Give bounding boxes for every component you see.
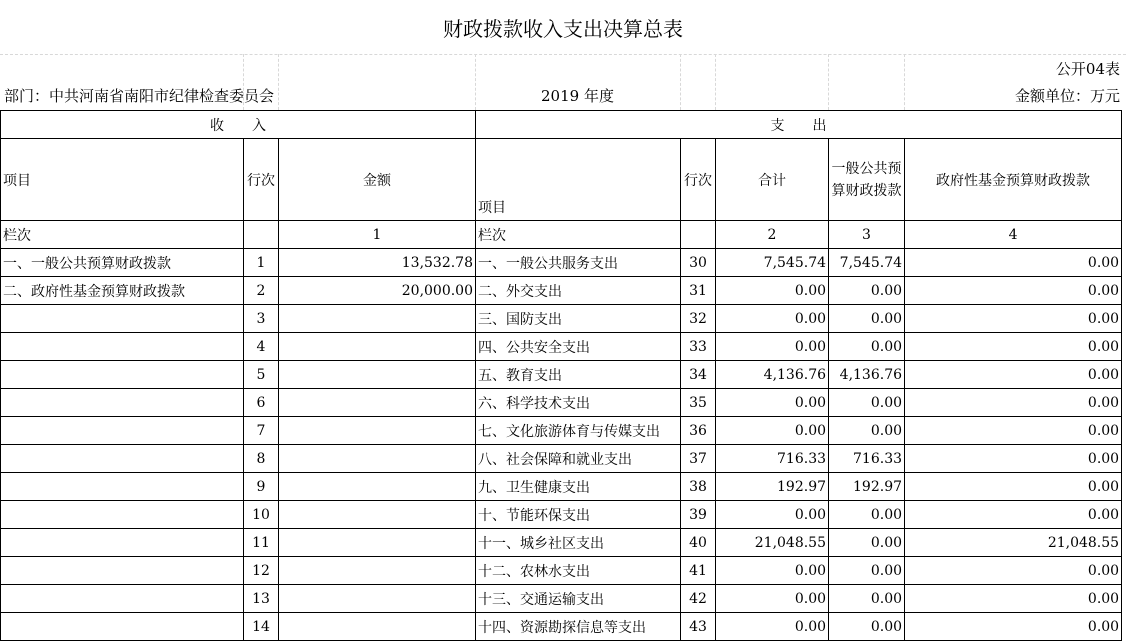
income-amount-cell[interactable] <box>279 557 476 585</box>
general-budget-cell[interactable]: 0.00 <box>829 613 905 641</box>
income-item-cell[interactable] <box>1 473 244 501</box>
expense-item-cell[interactable]: 六、科学技术支出 <box>476 389 681 417</box>
income-header[interactable]: 收 入 <box>1 111 476 139</box>
col-income-item[interactable]: 项目 <box>1 139 244 221</box>
general-budget-cell[interactable]: 0.00 <box>829 557 905 585</box>
gridline <box>904 54 905 110</box>
expense-item-cell[interactable]: 十三、交通运输支出 <box>476 585 681 613</box>
income-item-cell[interactable] <box>1 613 244 641</box>
general-budget-cell[interactable]: 192.97 <box>829 473 905 501</box>
table-row <box>1 501 1122 529</box>
general-budget-cell[interactable]: 4,136.76 <box>829 361 905 389</box>
general-budget-cell[interactable]: 0.00 <box>829 501 905 529</box>
expense-item-cell[interactable]: 十二、农林水支出 <box>476 557 681 585</box>
lanci-c2[interactable]: 2 <box>716 221 829 249</box>
income-amount-cell[interactable] <box>279 333 476 361</box>
lanci-label-2[interactable]: 栏次 <box>476 221 681 249</box>
total-cell[interactable]: 0.00 <box>716 389 829 417</box>
income-item-cell[interactable] <box>1 361 244 389</box>
total-cell[interactable]: 0.00 <box>716 277 829 305</box>
total-cell[interactable]: 21,048.55 <box>716 529 829 557</box>
fund-budget-cell[interactable]: 0.00 <box>905 585 1122 613</box>
table-row <box>1 361 1122 389</box>
total-cell[interactable]: 0.00 <box>716 501 829 529</box>
table-row <box>1 529 1122 557</box>
general-budget-cell[interactable]: 0.00 <box>829 333 905 361</box>
column-header-row <box>1 139 1122 221</box>
expense-line-cell[interactable]: 30 <box>681 249 716 277</box>
income-line-cell[interactable]: 10 <box>244 501 279 529</box>
total-cell[interactable]: 0.00 <box>716 585 829 613</box>
table-row <box>1 585 1122 613</box>
income-amount-cell[interactable] <box>279 389 476 417</box>
fund-budget-cell[interactable]: 0.00 <box>905 445 1122 473</box>
general-budget-cell[interactable]: 0.00 <box>829 305 905 333</box>
table-row <box>1 249 1122 277</box>
expense-line-cell[interactable]: 32 <box>681 305 716 333</box>
expense-line-cell[interactable]: 38 <box>681 473 716 501</box>
lanci-c4[interactable]: 4 <box>905 221 1122 249</box>
col-expense-line[interactable]: 行次 <box>681 139 716 221</box>
col-income-amount[interactable]: 金额 <box>279 139 476 221</box>
expense-item-cell[interactable]: 八、社会保障和就业支出 <box>476 445 681 473</box>
total-cell[interactable]: 192.97 <box>716 473 829 501</box>
income-item-cell[interactable] <box>1 557 244 585</box>
income-amount-cell[interactable] <box>279 585 476 613</box>
total-cell[interactable]: 7,545.74 <box>716 249 829 277</box>
income-line-cell[interactable]: 4 <box>244 333 279 361</box>
gridline <box>828 54 829 110</box>
cell[interactable] <box>244 221 279 249</box>
general-budget-cell[interactable]: 0.00 <box>829 389 905 417</box>
expense-line-cell[interactable]: 37 <box>681 445 716 473</box>
section-header-row <box>1 111 1122 139</box>
income-item-cell[interactable] <box>1 305 244 333</box>
income-line-cell[interactable]: 6 <box>244 389 279 417</box>
department-label: 部门：中共河南省南阳市纪律检查委员会 <box>4 87 275 105</box>
income-line-cell[interactable]: 14 <box>244 613 279 641</box>
general-budget-cell[interactable]: 0.00 <box>829 529 905 557</box>
expense-item-cell[interactable]: 一、一般公共服务支出 <box>476 249 681 277</box>
fiscal-year: 2019 年度 <box>541 87 614 105</box>
cell[interactable] <box>681 221 716 249</box>
income-amount-cell[interactable] <box>279 361 476 389</box>
fund-budget-cell[interactable]: 0.00 <box>905 389 1122 417</box>
income-item-cell[interactable] <box>1 585 244 613</box>
expense-header[interactable]: 支 出 <box>476 111 1122 139</box>
income-line-cell[interactable]: 12 <box>244 557 279 585</box>
total-cell[interactable]: 4,136.76 <box>716 361 829 389</box>
budget-table <box>0 110 1122 641</box>
income-line-cell[interactable]: 13 <box>244 585 279 613</box>
general-budget-cell[interactable]: 0.00 <box>829 417 905 445</box>
amount-unit: 金额单位：万元 <box>1014 87 1120 105</box>
income-amount-cell[interactable] <box>279 417 476 445</box>
income-line-cell[interactable]: 7 <box>244 417 279 445</box>
gridline <box>0 54 1126 83</box>
general-budget-cell[interactable]: 0.00 <box>829 585 905 613</box>
gridline <box>278 54 279 110</box>
table-row <box>1 613 1122 641</box>
gridline <box>715 54 716 110</box>
expense-item-cell[interactable]: 七、文化旅游体育与传媒支出 <box>476 417 681 445</box>
lanci-c3[interactable]: 3 <box>829 221 905 249</box>
table-row <box>1 389 1122 417</box>
income-amount-cell[interactable] <box>279 529 476 557</box>
income-amount-cell[interactable] <box>279 501 476 529</box>
table-row <box>1 333 1122 361</box>
income-item-cell[interactable] <box>1 389 244 417</box>
income-amount-cell[interactable] <box>279 613 476 641</box>
fund-budget-cell[interactable]: 0.00 <box>905 277 1122 305</box>
expense-item-cell[interactable]: 二、外交支出 <box>476 277 681 305</box>
income-line-cell[interactable]: 11 <box>244 529 279 557</box>
total-cell[interactable]: 0.00 <box>716 417 829 445</box>
col-fund-budget[interactable]: 政府性基金预算财政拨款 <box>905 139 1122 221</box>
col-general-budget[interactable]: 一般公共预算财政拨款 <box>829 139 905 221</box>
col-income-line[interactable]: 行次 <box>244 139 279 221</box>
table-row <box>1 445 1122 473</box>
expense-line-cell[interactable]: 39 <box>681 501 716 529</box>
income-amount-cell[interactable] <box>279 445 476 473</box>
table-row <box>1 473 1122 501</box>
total-cell[interactable]: 0.00 <box>716 613 829 641</box>
col-expense-item[interactable]: 项目 <box>476 139 681 221</box>
expense-line-cell[interactable]: 42 <box>681 585 716 613</box>
income-item-cell[interactable] <box>1 501 244 529</box>
expense-line-cell[interactable]: 36 <box>681 417 716 445</box>
table-row <box>1 277 1122 305</box>
expense-line-cell[interactable]: 33 <box>681 333 716 361</box>
income-item-cell[interactable] <box>1 529 244 557</box>
expense-item-cell[interactable]: 十一、城乡社区支出 <box>476 529 681 557</box>
expense-item-cell[interactable]: 九、卫生健康支出 <box>476 473 681 501</box>
report-title: 财政拨款收入支出决算总表 <box>443 16 683 41</box>
fund-budget-cell[interactable]: 0.00 <box>905 305 1122 333</box>
income-line-cell[interactable]: 8 <box>244 445 279 473</box>
income-item-cell[interactable]: 一、一般公共预算财政拨款 <box>1 249 244 277</box>
expense-item-cell[interactable]: 十四、资源勘探信息等支出 <box>476 613 681 641</box>
income-item-cell[interactable] <box>1 333 244 361</box>
expense-line-cell[interactable]: 40 <box>681 529 716 557</box>
fund-budget-cell[interactable]: 0.00 <box>905 361 1122 389</box>
income-line-cell[interactable]: 9 <box>244 473 279 501</box>
expense-line-cell[interactable]: 43 <box>681 613 716 641</box>
income-amount-cell[interactable] <box>279 305 476 333</box>
income-amount-cell[interactable]: 20,000.00 <box>279 277 476 305</box>
general-budget-cell[interactable]: 0.00 <box>829 277 905 305</box>
table-row <box>1 417 1122 445</box>
income-item-cell[interactable] <box>1 445 244 473</box>
expense-line-cell[interactable]: 34 <box>681 361 716 389</box>
expense-line-cell[interactable]: 35 <box>681 389 716 417</box>
lanci-label[interactable]: 栏次 <box>1 221 244 249</box>
total-cell[interactable]: 0.00 <box>716 305 829 333</box>
fund-budget-cell[interactable]: 0.00 <box>905 473 1122 501</box>
total-cell[interactable]: 0.00 <box>716 333 829 361</box>
fund-budget-cell[interactable]: 0.00 <box>905 417 1122 445</box>
expense-item-cell[interactable]: 四、公共安全支出 <box>476 333 681 361</box>
income-line-cell[interactable]: 3 <box>244 305 279 333</box>
lanci-row <box>1 221 1122 249</box>
table-number: 公开04表 <box>1055 60 1120 78</box>
table-row <box>1 557 1122 585</box>
lanci-c1[interactable]: 1 <box>279 221 476 249</box>
income-line-cell[interactable]: 2 <box>244 277 279 305</box>
fund-budget-cell[interactable]: 0.00 <box>905 613 1122 641</box>
income-item-cell[interactable] <box>1 417 244 445</box>
income-item-cell[interactable]: 二、政府性基金预算财政拨款 <box>1 277 244 305</box>
fund-budget-cell[interactable]: 0.00 <box>905 333 1122 361</box>
expense-line-cell[interactable]: 41 <box>681 557 716 585</box>
expense-item-cell[interactable]: 三、国防支出 <box>476 305 681 333</box>
expense-item-cell[interactable]: 十、节能环保支出 <box>476 501 681 529</box>
col-total[interactable]: 合计 <box>716 139 829 221</box>
fund-budget-cell[interactable]: 0.00 <box>905 249 1122 277</box>
table-row <box>1 305 1122 333</box>
total-cell[interactable]: 716.33 <box>716 445 829 473</box>
fund-budget-cell[interactable]: 21,048.55 <box>905 529 1122 557</box>
general-budget-cell[interactable]: 716.33 <box>829 445 905 473</box>
total-cell[interactable]: 0.00 <box>716 557 829 585</box>
expense-line-cell[interactable]: 31 <box>681 277 716 305</box>
general-budget-cell[interactable]: 7,545.74 <box>829 249 905 277</box>
expense-item-cell[interactable]: 五、教育支出 <box>476 361 681 389</box>
income-amount-cell[interactable] <box>279 473 476 501</box>
income-line-cell[interactable]: 1 <box>244 249 279 277</box>
gridline <box>680 54 681 110</box>
fund-budget-cell[interactable]: 0.00 <box>905 501 1122 529</box>
fund-budget-cell[interactable]: 0.00 <box>905 557 1122 585</box>
income-line-cell[interactable]: 5 <box>244 361 279 389</box>
income-amount-cell[interactable]: 13,532.78 <box>279 249 476 277</box>
